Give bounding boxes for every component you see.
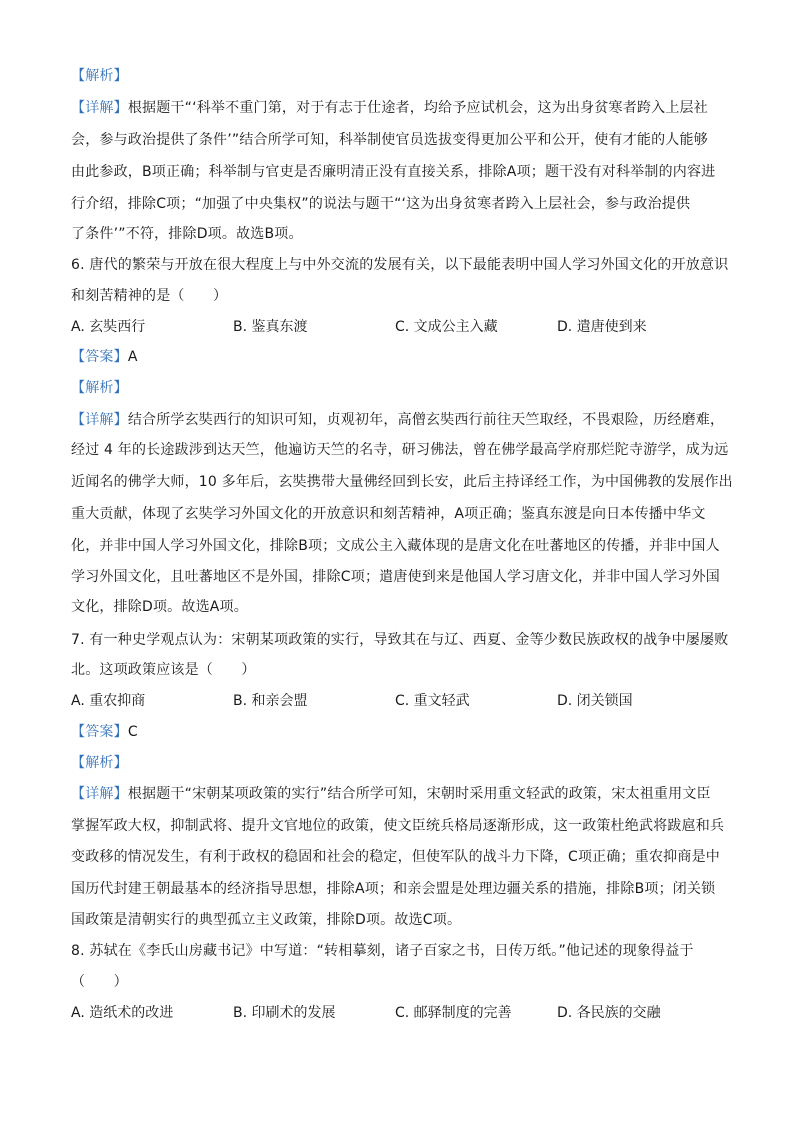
detail-line: 由此参政，B项正确；科举制与官吏是否廉明清正没有直接关系，排除A项；题干没有对科举制的内容进 (71, 164, 716, 180)
detail-label: 【详解】 (71, 786, 128, 802)
detail-text: 结合所学玄奘西行的知识可知，贞观初年，高僧玄奘西行前往天竺取经，不畏艰险，历经磨难， (127, 412, 725, 428)
question-stem: 和刻苦精神的是（ ） (71, 288, 228, 304)
option-d: D. 各民族的交融 (557, 1005, 661, 1021)
detail-line: 了条件’”不符，排除D项。故选B项。 (71, 226, 303, 242)
answer-line (71, 347, 138, 367)
analysis-label: 【解析】 (71, 68, 128, 84)
option-a: A. 玄奘西行 (71, 319, 146, 335)
detail-line: 变政移的情况发生，有利于政权的稳固和社会的稳定，但使军队的战斗力下降，C项正确；重农抑商是中 (71, 849, 720, 865)
detail-line: 经过 4 年的长途跋涉到达天竺，他遍访天竺的名寺，研习佛法，曾在佛学最高学府那烂陀寺游学，成为远 (71, 442, 729, 458)
option-b: B. 印刷术的发展 (233, 1005, 336, 1021)
detail-text: 根据题干“宋朝某项政策的实行”结合所学可知，宋朝时采用重文轻武的政策，宋太祖重用文臣 (127, 786, 711, 802)
detail-line: 学习外国文化，且吐蕃地区不是外国，排除C项；遣唐使到来是他国人学习唐文化，并非中国人学习外国 (71, 569, 720, 585)
analysis-label: 【解析】 (71, 755, 128, 771)
question-stem: 6. 唐代的繁荣与开放在很大程度上与中外交流的发展有关，以下最能表明中国人学习外国文化的开放意识 (71, 257, 729, 273)
answer-value: A (127, 349, 138, 365)
detail-line: 国历代封建王朝最基本的经济指导思想，排除A项；和亲会盟是处理边疆关系的措施，排除B项；闭关锁 (71, 881, 716, 897)
detail-line: 化，并非中国人学习外国文化，排除B项；文成公主入藏体现的是唐文化在吐蕃地区的传播，并非中国人 (71, 538, 720, 554)
option-a: A. 重农抑商 (71, 693, 146, 709)
option-a: A. 造纸术的改进 (71, 1005, 174, 1021)
answer-label: 【答案】 (71, 724, 128, 740)
answer-line (71, 722, 138, 742)
question-stem: （ ） (71, 974, 128, 990)
detail-line: 近闻名的佛学大师，10 多年后，玄奘携带大量佛经回到长安，此后主持译经工作，为中国佛教的发展作出 (71, 474, 733, 490)
detail-line (71, 98, 708, 118)
detail-line: 掌握军政大权，抑制武将、提升文官地位的政策，使文臣统兵格局逐渐形成，这一政策杜绝武将跋扈和兵 (71, 818, 725, 834)
option-d: D. 闭关锁国 (557, 693, 633, 709)
detail-line (71, 784, 711, 804)
detail-label: 【详解】 (71, 412, 128, 428)
option-c: C. 重文轻武 (395, 693, 470, 709)
answer-value: C (127, 724, 138, 740)
question-stem: 8. 苏轼在《李氏山房藏书记》中写道：“转相摹刻，诸子百家之书，日传万纸。”他记述的现象得益于 (71, 943, 694, 959)
detail-line: 会，参与政治提供了条件’”结合所学可知，科举制使官员选拔变得更加公平和公开，使有才能的人能够 (71, 132, 708, 148)
analysis-label: 【解析】 (71, 380, 128, 396)
detail-line: 文化，排除D项。故选A项。 (71, 599, 248, 615)
question-stem: 北。这项政策应该是（ ） (71, 662, 256, 678)
detail-line: 行介绍，排除C项；“加强了中央集权”的说法与题干“‘这为出身贫寒者跨入上层社会，参与政治提供 (71, 196, 691, 212)
question-stem: 7. 有一种史学观点认为：宋朝某项政策的实行，导致其在与辽、西夏、金等少数民族政权的战争中屡屡败 (71, 632, 729, 648)
detail-line: 重大贡献，体现了玄奘学习外国文化的开放意识和刻苦精神，A项正确；鉴真东渡是向日本传播中华文 (71, 506, 706, 522)
option-c: C. 文成公主入藏 (395, 319, 498, 335)
detail-label: 【详解】 (71, 100, 128, 116)
option-b: B. 和亲会盟 (233, 693, 308, 709)
detail-line: 国政策是清朝实行的典型孤立主义政策，排除D项。故选C项。 (71, 912, 462, 928)
option-c: C. 邮驿制度的完善 (395, 1005, 512, 1021)
detail-text: 根据题干“‘科举不重门第，对于有志于仕途者，均给予应试机会，这为出身贫寒者跨入上层社 (127, 100, 708, 116)
detail-line (71, 410, 724, 430)
option-b: B. 鉴真东渡 (233, 319, 308, 335)
answer-label: 【答案】 (71, 349, 128, 365)
option-d: D. 遣唐使到来 (557, 319, 647, 335)
